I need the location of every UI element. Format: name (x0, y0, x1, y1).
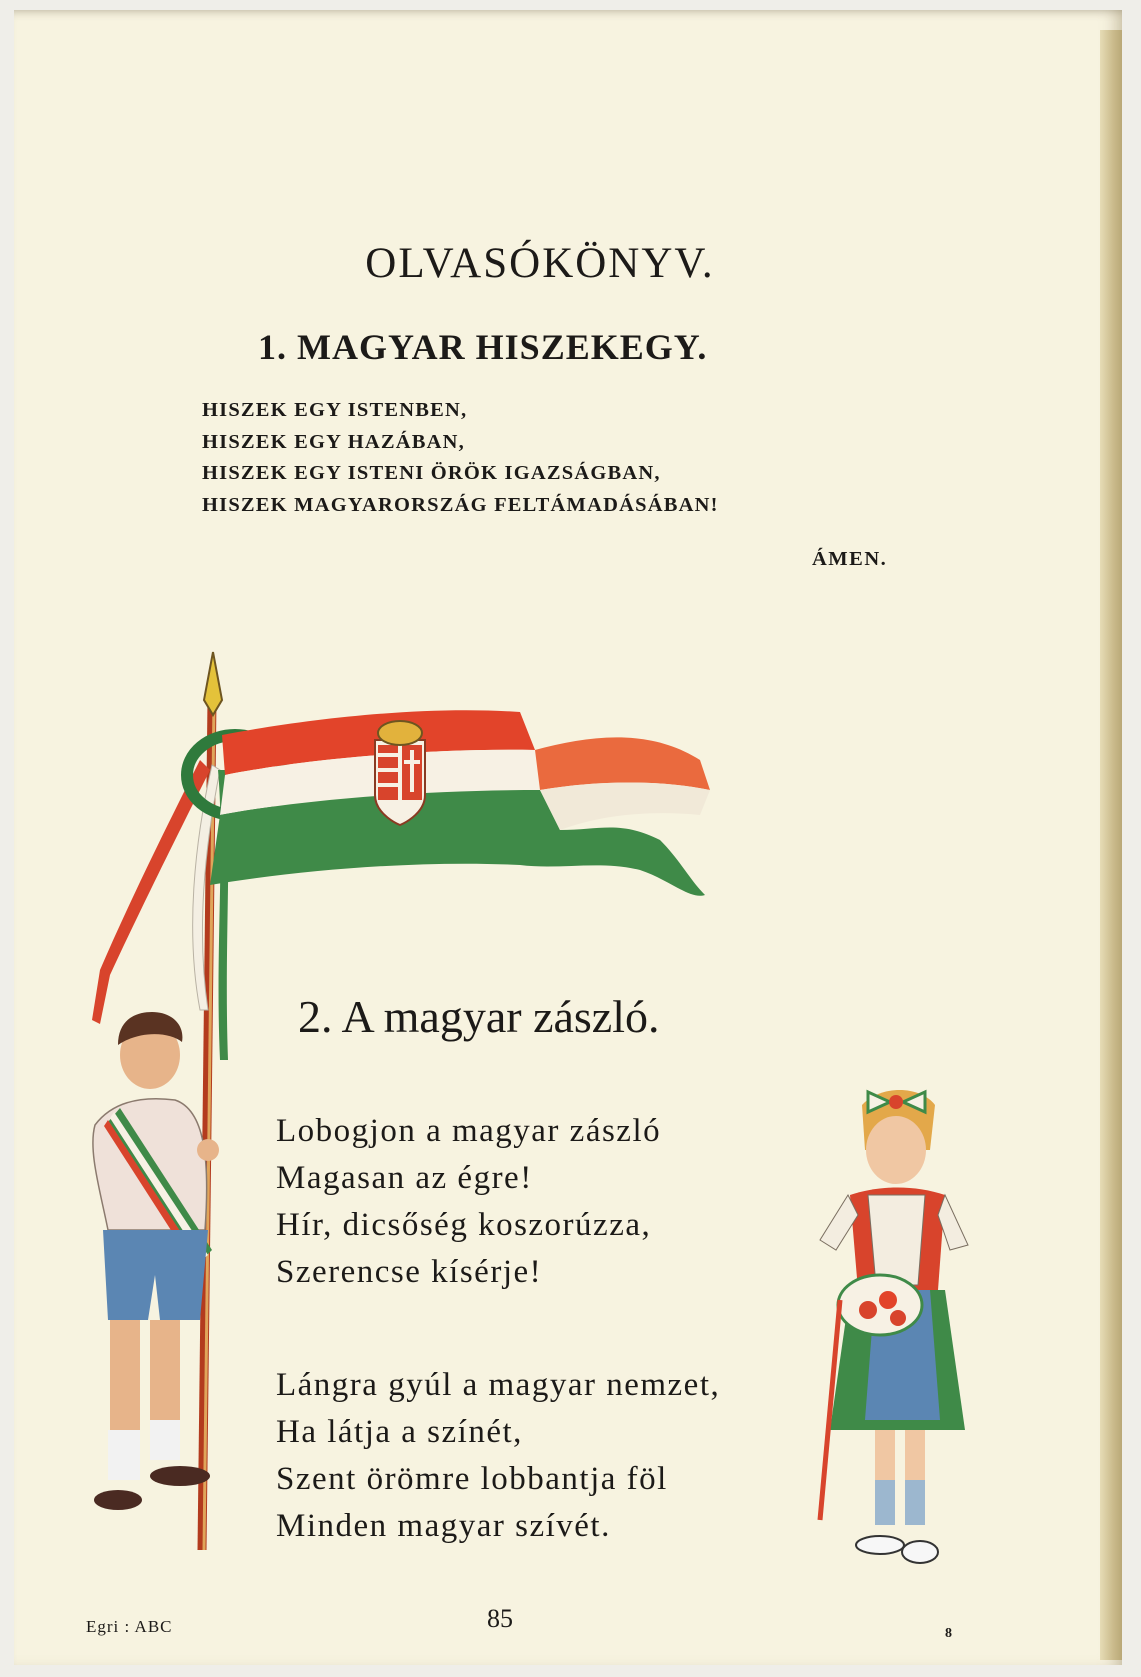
creed-closing: ÁMEN. (812, 548, 888, 570)
flag-tail-red (535, 737, 710, 790)
creed-line: HISZEK EGY ISTENBEN, (202, 399, 468, 421)
poem-line: Szerencse kísérje! (276, 1254, 543, 1290)
poem-line: Lángra gyúl a magyar nemzet, (276, 1367, 721, 1403)
poem-line: Ha látja a színét, (276, 1414, 523, 1450)
signature-mark: 8 (945, 1626, 952, 1641)
creed-line: HISZEK EGY HAZÁBAN, (202, 430, 465, 453)
poem-stanza-2 (276, 1362, 796, 1550)
footer-book-title: Egri : ABC (86, 1617, 173, 1636)
coat-of-arms-icon (375, 721, 425, 825)
creed-text (202, 395, 902, 521)
flag-tail-white (540, 783, 710, 831)
poem-line: Minden magyar szívét. (276, 1508, 611, 1544)
section-heading-zaszlo: 2. A magyar zászló. (298, 991, 660, 1042)
creed-line: HISZEK EGY ISTENI ÖRÖK IGAZSÁGBAN, (202, 462, 661, 484)
section-heading-hiszekegy: 1. MAGYAR HISZEKEGY. (258, 327, 708, 367)
page-title: OLVASÓKÖNYV. (365, 239, 715, 287)
poem-stanza-1 (276, 1108, 796, 1296)
poem-line: Szent örömre lobbantja föl (276, 1461, 668, 1497)
page-number: 85 (487, 1604, 513, 1633)
poem-line: Lobogjon a magyar zászló (276, 1113, 662, 1149)
poem-line: Hír, dicsőség koszorúzza, (276, 1207, 652, 1243)
creed-line: HISZEK MAGYARORSZÁG FELTÁMADÁSÁBAN! (202, 493, 719, 516)
pole-spearhead (204, 652, 222, 715)
girl-illustration (820, 1090, 968, 1563)
poem-line: Magasan az égre! (276, 1160, 533, 1196)
